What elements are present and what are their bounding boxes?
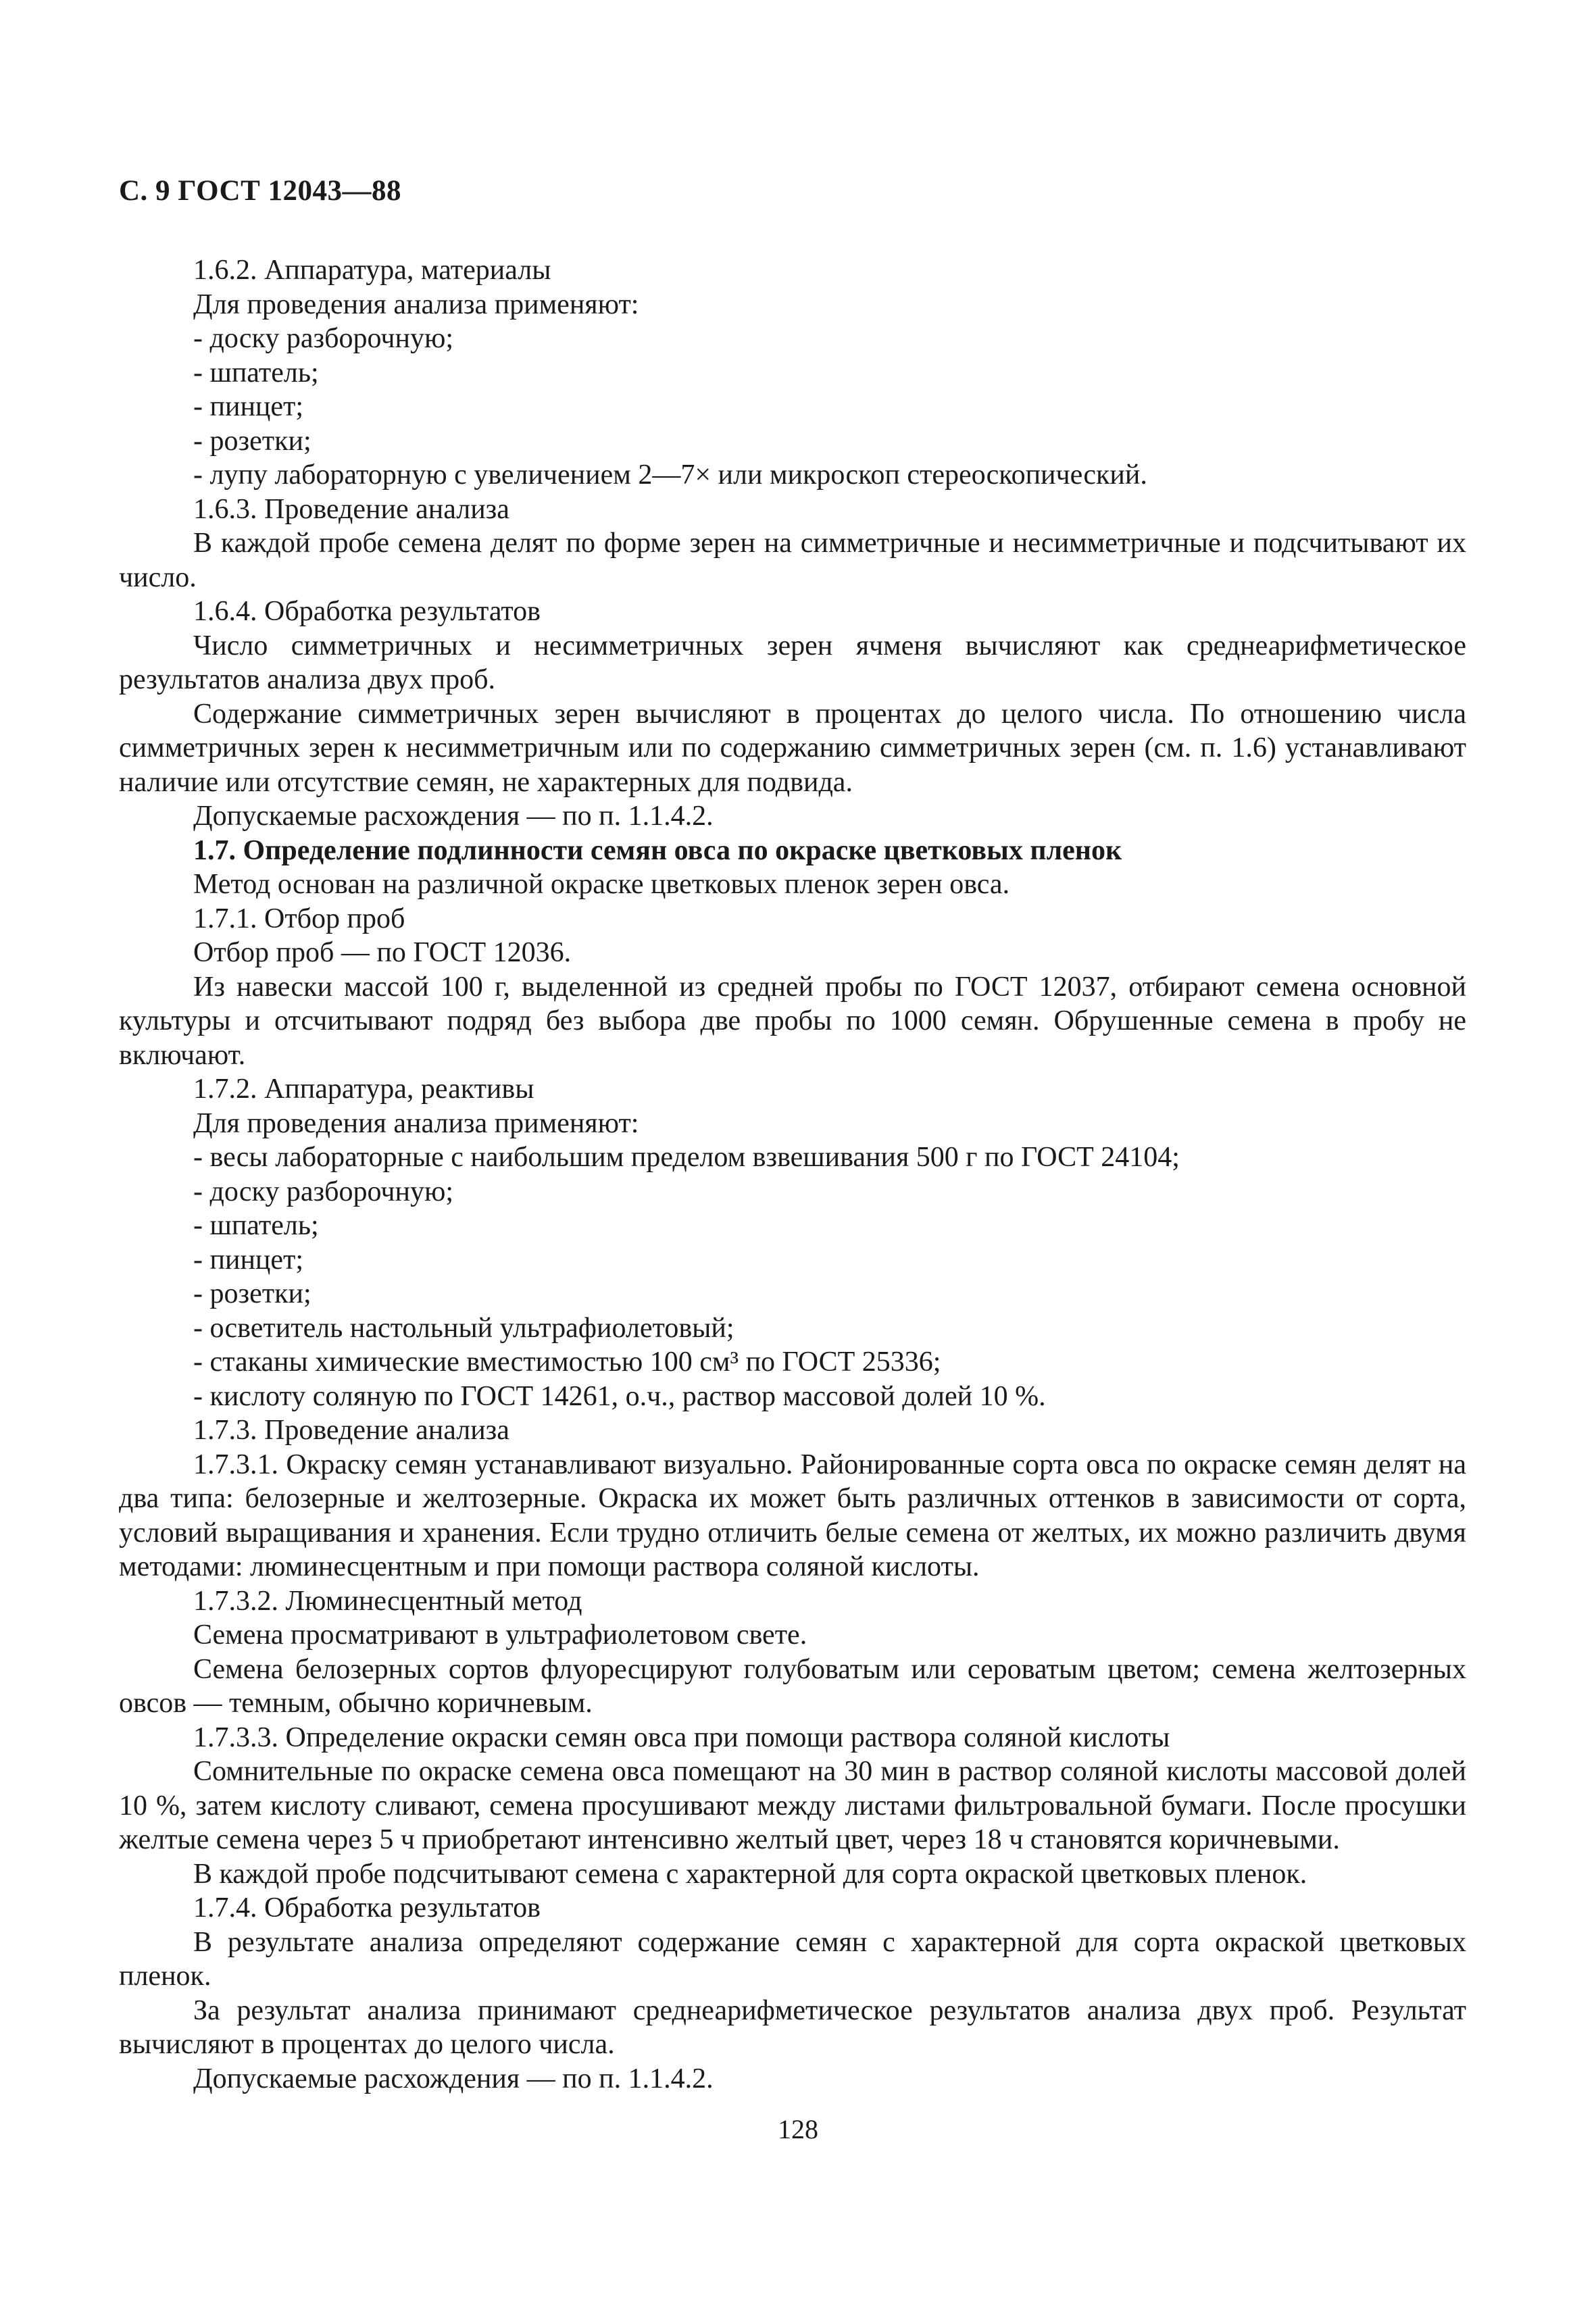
- paragraph: Для проведения анализа применяют:: [193, 1107, 639, 1139]
- paragraph: - весы лабораторные с наибольшим пределом взвешивания 500 г по ГОСТ 24104;: [193, 1142, 1180, 1173]
- paragraph: - пинцет;: [193, 391, 304, 422]
- page-number: 128: [778, 2114, 818, 2144]
- paragraph: 1.7.3.3. Определение окраски семян овса при помощи раствора соляной кислоты: [193, 1721, 1170, 1753]
- paragraph: В каждой пробе семена делят по форме зерен на симметричные и несимметричные и подсчитывают их число.: [119, 528, 1466, 593]
- paragraph: 1.7.3.2. Люминесцентный метод: [193, 1585, 582, 1617]
- paragraph: 1.7.3.1. Окраску семян устанавливают визуально. Районированные сорта овса по окраске семян делят на два типа: белозерные и желтозерные. Окраска их может быть различных оттенков в зависимости от сорта, условий выращивания и хранения. Если трудно отличить белые семена от желтых, их можно различить двумя методами: люминесцентным и при помощи раствора соляной кислоты.: [119, 1449, 1466, 1582]
- paragraph: 1.7.1. Отбор проб: [193, 903, 405, 934]
- paragraph: Семена просматривают в ультрафиолетовом свете.: [193, 1619, 807, 1651]
- paragraph: Метод основан на различной окраске цветковых пленок зерен овса.: [193, 869, 1010, 900]
- paragraph: - стаканы химические вместимостью 100 см³ по ГОСТ 25336;: [193, 1347, 941, 1378]
- paragraph: - лупу лабораторную с увеличением 2—7× или микроскоп стереоскопический.: [193, 459, 1147, 491]
- paragraph: - доску разборочную;: [193, 1176, 454, 1207]
- paragraph: В каждой пробе подсчитывают семена с характерной для сорта окраской цветковых пленок.: [193, 1858, 1307, 1890]
- paragraph: В результате анализа определяют содержание семян с характерной для сорта окраской цветковых пленок.: [119, 1926, 1466, 1992]
- paragraph: Из навески массой 100 г, выделенной из средней пробы по ГОСТ 12037, отбирают семена основной культуры и отсчитывают подряд без выбора две пробы по 1000 семян. Обрушенные семена в пробу не включают.: [119, 971, 1466, 1071]
- paragraph: - розетки;: [193, 1278, 311, 1309]
- paragraph: - пинцет;: [193, 1244, 304, 1276]
- paragraph: - шпатель;: [193, 1210, 319, 1241]
- paragraph: Допускаемые расхождения — по п. 1.1.4.2.: [193, 801, 714, 832]
- section-heading: 1.7. Определение подлинности семян овса по окраске цветковых пленок: [193, 834, 1122, 866]
- document-body: [119, 253, 1466, 2096]
- paragraph: Семена белозерных сортов флуоресцируют голубоватым или сероватым цветом; семена желтозерных овсов — темным, обычно коричневым.: [119, 1653, 1466, 1719]
- paragraph: 1.6.2. Аппаратура, материалы: [193, 255, 551, 286]
- paragraph: - розетки;: [193, 425, 311, 457]
- paragraph: 1.7.3. Проведение анализа: [193, 1415, 509, 1446]
- paragraph: 1.7.2. Аппаратура, реактивы: [193, 1074, 534, 1105]
- paragraph: 1.7.4. Обработка результатов: [193, 1892, 541, 1923]
- paragraph: За результат анализа принимают среднеарифметическое результатов анализа двух проб. Результат вычисляют в процентах до целого числа.: [119, 1994, 1466, 2060]
- paragraph: 1.6.3. Проведение анализа: [193, 493, 509, 525]
- paragraph: Сомнительные по окраске семена овса помещают на 30 мин в раствор соляной кислоты массовой долей 10 %, затем кислоту сливают, семена просушивают между листами фильтровальной бумаги. После просушки желтые семена через 5 ч приобретают интенсивно желтый цвет, через 18 ч становятся коричневыми.: [119, 1756, 1466, 1855]
- paragraph: Содержание симметричных зерен вычисляют в процентах до целого числа. По отношению числа симметричных зерен к несимметричным или по содержанию симметричных зерен (см. п. 1.6) устанавливают наличие или отсутствие семян, не характерных для подвида.: [119, 698, 1466, 798]
- paragraph: Для проведения анализа применяют:: [193, 288, 639, 320]
- paragraph: - осветитель настольный ультрафиолетовый;: [193, 1312, 734, 1344]
- paragraph: 1.6.4. Обработка результатов: [193, 596, 541, 627]
- paragraph: Отбор проб — по ГОСТ 12036.: [193, 937, 572, 968]
- paragraph: - кислоту соляную по ГОСТ 14261, о.ч., раствор массовой долей 10 %.: [193, 1380, 1046, 1412]
- paragraph: Допускаемые расхождения — по п. 1.1.4.2.: [193, 2063, 714, 2094]
- paragraph: - доску разборочную;: [193, 323, 454, 354]
- paragraph: - шпатель;: [193, 357, 319, 388]
- paragraph: Число симметричных и несимметричных зерен ячменя вычисляют как среднеарифметическое результатов анализа двух проб.: [119, 630, 1466, 695]
- page-header: С. 9 ГОСТ 12043—88: [119, 175, 402, 207]
